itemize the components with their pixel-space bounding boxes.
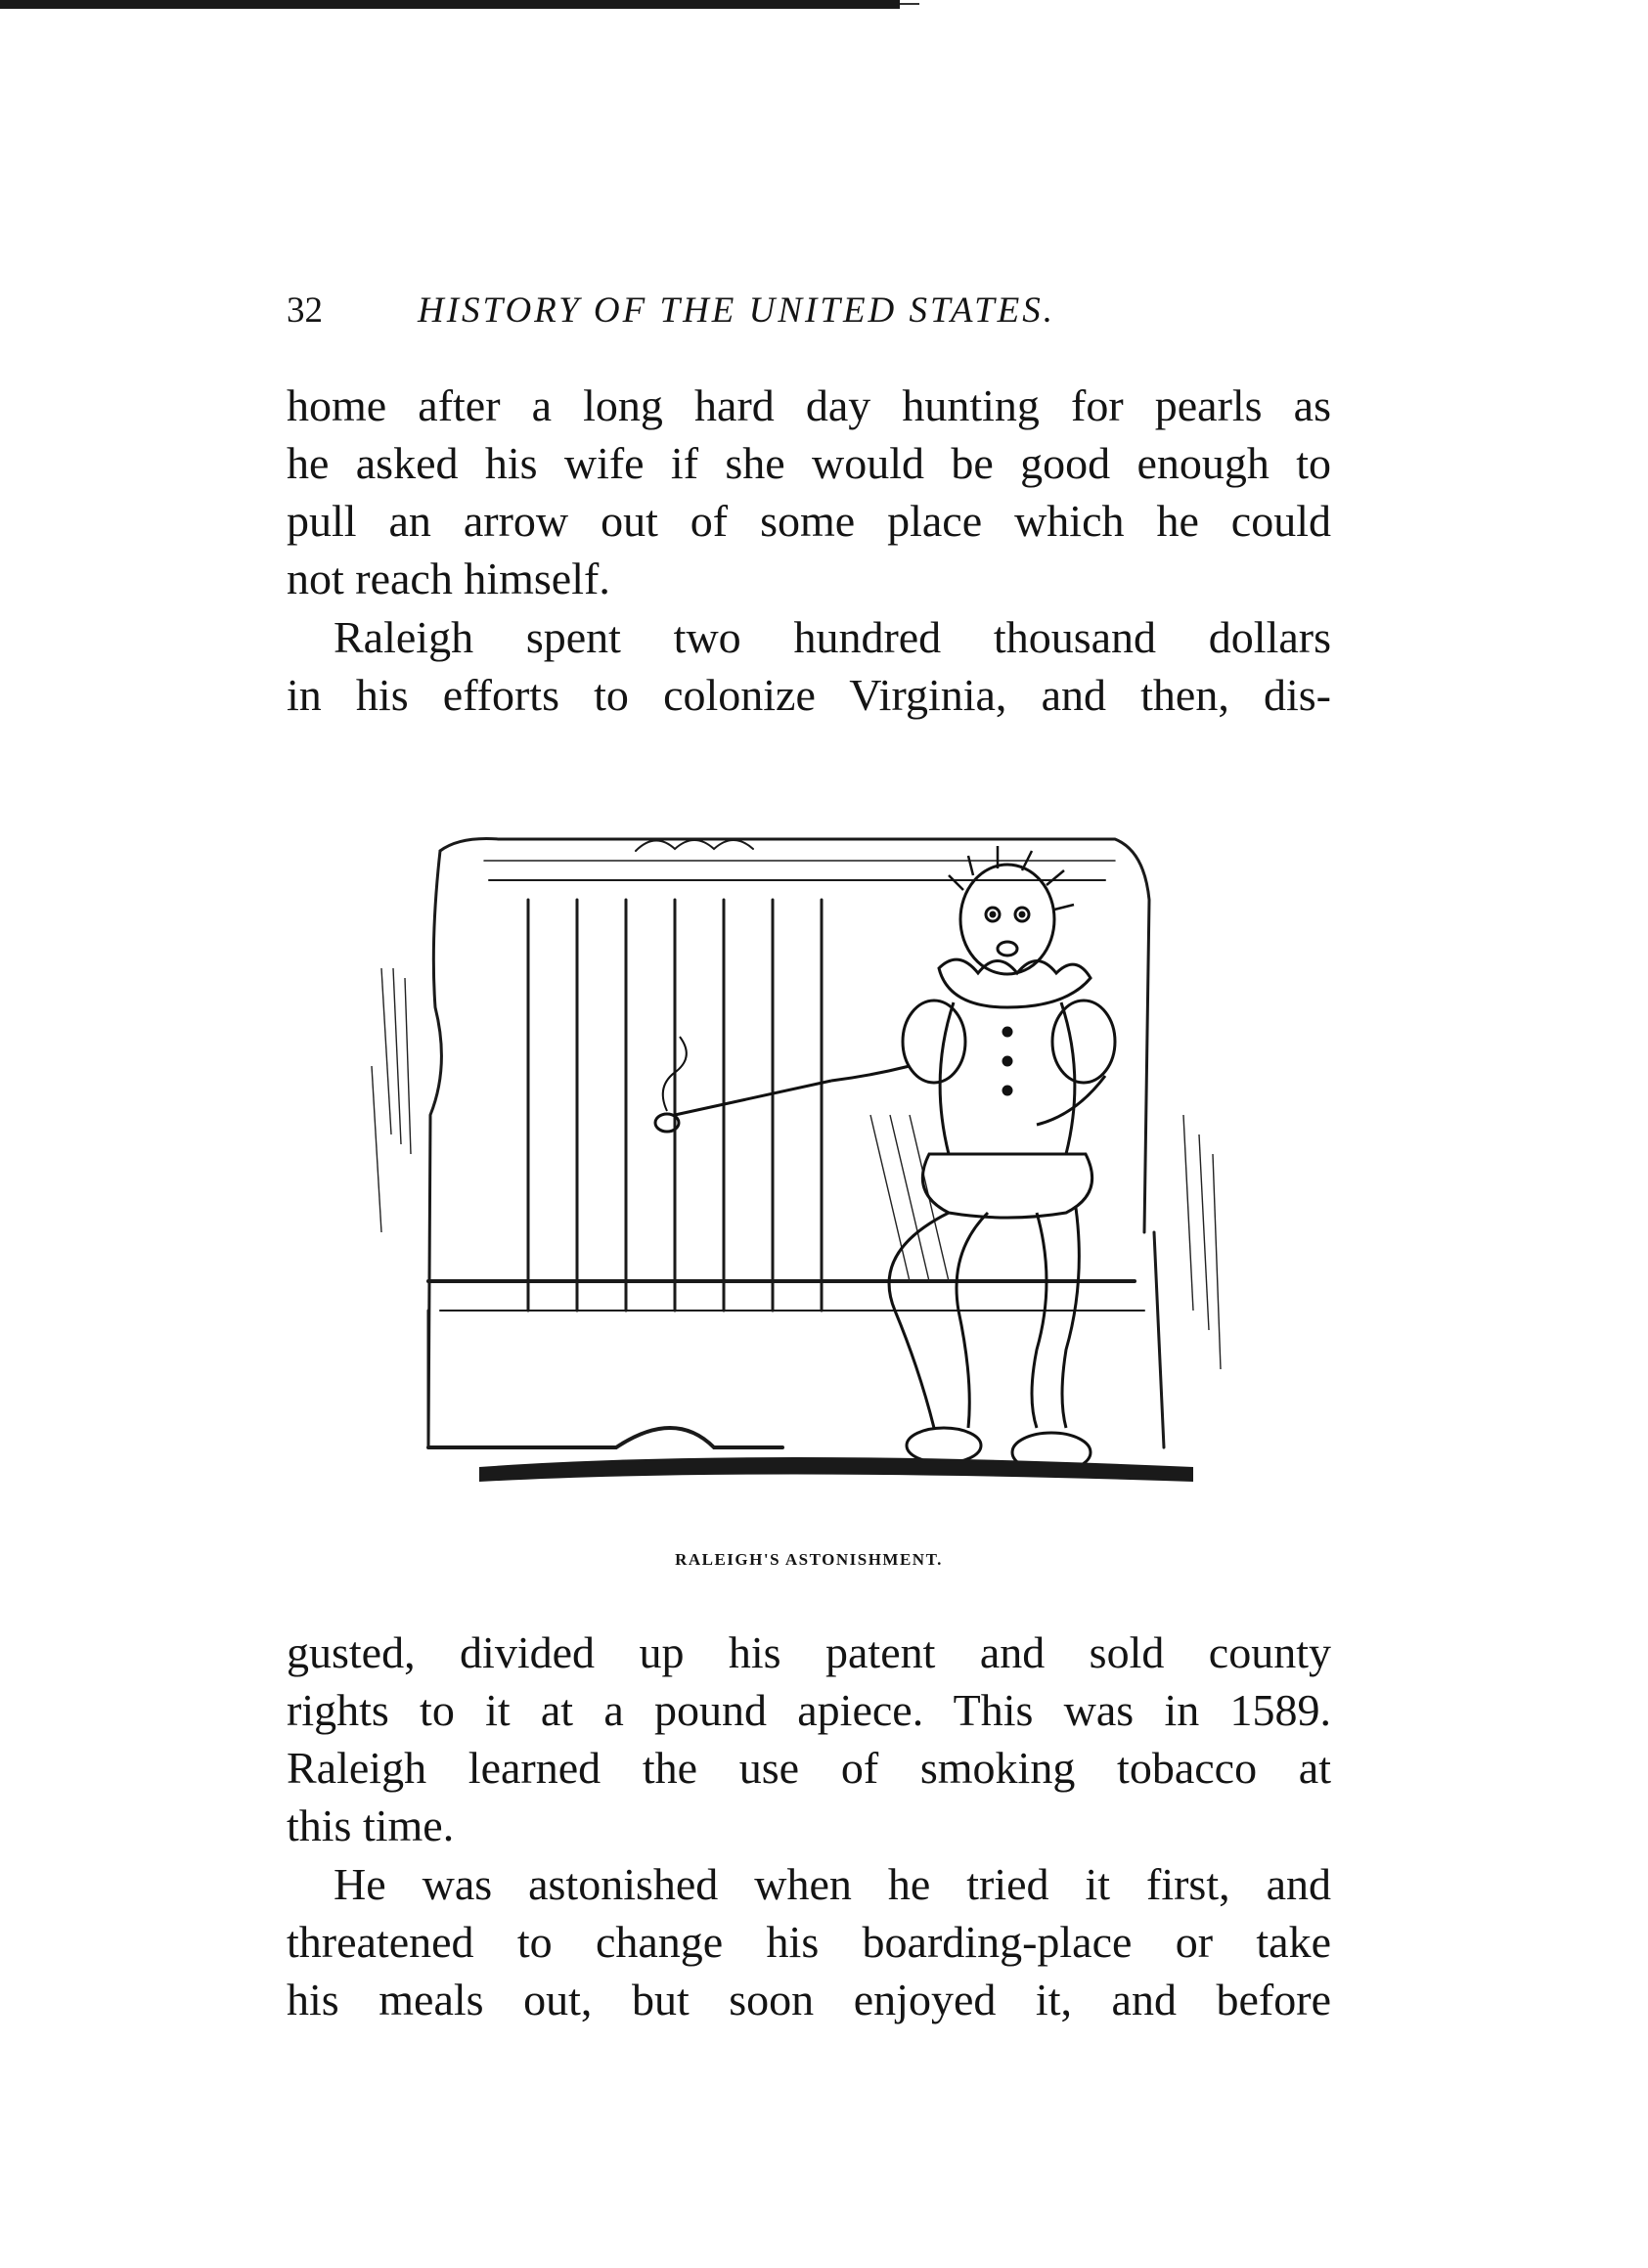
text-line: he asked his wife if she would be good enough to	[287, 438, 1331, 488]
text-line: this time.	[287, 1801, 455, 1850]
running-head	[287, 289, 1333, 338]
text-line: in his efforts to colonize Virginia, and then, dis-	[287, 670, 1331, 720]
paragraph-4	[287, 1855, 1331, 2028]
bench-figure-drawing	[362, 822, 1252, 1545]
text-line: He was astonished when he tried it first, and	[334, 1859, 1331, 1909]
text-line: gusted, divided up his patent and sold county	[287, 1627, 1331, 1677]
figure-caption: RALEIGH'S ASTONISHMENT.	[675, 1550, 943, 1569]
text-line: home after a long hard day hunting for pearls as	[287, 380, 1331, 430]
paragraph-3	[287, 1623, 1331, 1854]
top-rule-tail	[900, 3, 919, 5]
illustration-raleigh-astonishment	[362, 822, 1252, 1545]
text-line: not reach himself.	[287, 554, 610, 603]
text-line: threatened to change his boarding-place or take	[287, 1917, 1331, 1967]
text-line: rights to it at a pound apiece. This was in 1589.	[287, 1685, 1331, 1735]
text-line: pull an arrow out of some place which he could	[287, 496, 1331, 546]
top-rule	[0, 0, 900, 9]
text-line: Raleigh learned the use of smoking tobacco at	[287, 1743, 1331, 1793]
text-line: Raleigh spent two hundred thousand dollars	[334, 612, 1331, 662]
page-number: 32	[287, 290, 323, 331]
text-line: his meals out, but soon enjoyed it, and before	[287, 1975, 1331, 2024]
paragraph-2	[287, 608, 1331, 724]
paragraph-1	[287, 377, 1331, 607]
running-title: HISTORY OF THE UNITED STATES.	[418, 290, 1056, 331]
